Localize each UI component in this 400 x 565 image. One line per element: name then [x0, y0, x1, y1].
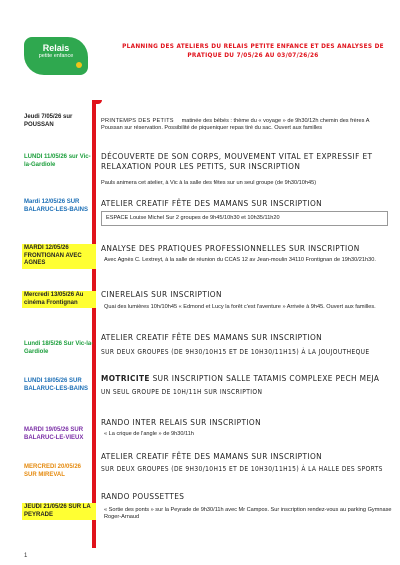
- entry-body-3: Avec Agnès C. Lextreyt, à la salle de réunion du CCAS 12 av Jean-moulin 34110 Frontignan de 19h30/21h30.: [104, 257, 376, 263]
- entry-body-0: matinée des bébés : thème du « voyage » de 9h30/12h chemin des frères A Poussan sur réservation. Possibilité de piqueniquer repas tiré du sac. Ouvert aux familles: [101, 118, 370, 132]
- entry-title-rest-6: SUR INSCRIPTION SALLE TATAMIS COMPLEXE PECH MEJA: [152, 373, 380, 383]
- entry-body-1: Pauls animera cet atelier, à Vic à la salle des fêtes sur un seul groupe (de 9h30/10h45): [101, 180, 317, 186]
- entry-date-3: MARDI 12/05/26 FRONTIGNAN AVEC AGNES: [22, 244, 96, 269]
- entry-date-9: JEUDI 21/05/26 SUR LA PEYRADE: [22, 503, 96, 520]
- entry-title-3: ANALYSE DES PRATIQUES PROFESSIONNELLES SUR INSCRIPTION: [101, 243, 360, 253]
- logo-line1: Relais: [42, 43, 70, 53]
- entry-sub-5: SUR DEUX GROUPES (DE 9H30/10H15 ET DE 10H30/11H15) À LA JOUJOUTHEQUE: [101, 348, 370, 356]
- entry-title-1: DÉCOUVERTE DE SON CORPS, MOUVEMENT VITAL ET EXPRESSIF ET RELAXATION POUR LES PETITS, SUR INSCRIPTION: [101, 151, 373, 171]
- entry-title-6: [101, 374, 391, 384]
- entry-body-4: Quai des lumières 10h/10h45 « Edmond et Lucy la forêt c'est l'aventure » Arrivée à 9h45. Ouvert aux familles.: [104, 304, 376, 310]
- entry-sub-6: UN SEUL GROUPE DE 10H/11H SUR INSCRIPTION: [101, 388, 263, 396]
- page-number: 1: [24, 553, 28, 559]
- entry-title-8: ATELIER CREATIF FÊTE DES MAMANS SUR INSCRIPTION: [101, 451, 323, 461]
- entry-title-5: ATELIER CREATIF FÊTE DES MAMANS SUR INSCRIPTION: [101, 332, 323, 342]
- entry-date-0: Jeudi 7/05/26 sur POUSSAN: [24, 114, 73, 128]
- entry-body-7: « La crique de l'angle » de 9h30/11h: [104, 431, 194, 437]
- entry-lead-0: PRINTEMPS DES PETITS: [101, 118, 174, 124]
- logo-line2: petite enfance: [38, 53, 74, 59]
- entry-date-5: Lundi 18/5/26 Sur Vic-la-Gardiole: [24, 341, 94, 355]
- page-title: PLANNING DES ATELIERS DU RELAIS PETITE ENFANCE ET DES ANALYSES DE PRATIQUE DU 7/05/26 AU 03/07/26/26: [122, 42, 384, 59]
- entry-title-bold-6: MOTRICITE: [101, 373, 150, 383]
- entry-date-8: MERCREDI 20/05/26 SUR MIREVAL: [24, 464, 82, 478]
- entry-date-4: Mercredi 13/05/26 Au cinéma Frontignan: [22, 291, 96, 308]
- entry-title-7: RANDO INTER RELAIS SUR INSCRIPTION: [101, 417, 262, 427]
- entry-body-2: ESPACE Louise Michel Sur 2 groupes de 9h45/10h30 et 10h35/11h20: [101, 211, 388, 226]
- logo-dot-icon: [76, 62, 82, 68]
- entry-title-4: CINERELAIS SUR INSCRIPTION: [101, 289, 222, 299]
- entry-date-7: MARDI 19/05/26 SUR BALARUC-LE-VIEUX: [24, 427, 84, 441]
- entry-date-2: Mardi 12/05/26 SUR BALARUC-LES-BAINS: [24, 199, 88, 213]
- entry-title-2: ATELIER CREATIF FÊTE DES MAMANS SUR INSCRIPTION: [101, 198, 323, 208]
- entry-sub-8: SUR DEUX GROUPES (DE 9H30/10H15 ET DE 10H30/11H15) À LA HALLE DES SPORTS: [101, 465, 383, 473]
- entry-body-9: « Sortie des ponts » sur la Peyrade de 9h30/11h avec Mr Campos. Sur inscription rendez-vous au parking Gymnase Roger-Arnaud: [104, 507, 392, 521]
- entry-date-6: LUNDI 18/05/26 SUR BALARUC-LES-BAINS: [24, 378, 88, 392]
- entry-title-9: RANDO POUSSETTES: [101, 491, 185, 501]
- entry-text-0: [101, 118, 389, 132]
- relais-logo: [24, 37, 88, 75]
- entry-date-1: LUNDI 11/05/26 sur Vic-la-Gardiole: [24, 154, 91, 168]
